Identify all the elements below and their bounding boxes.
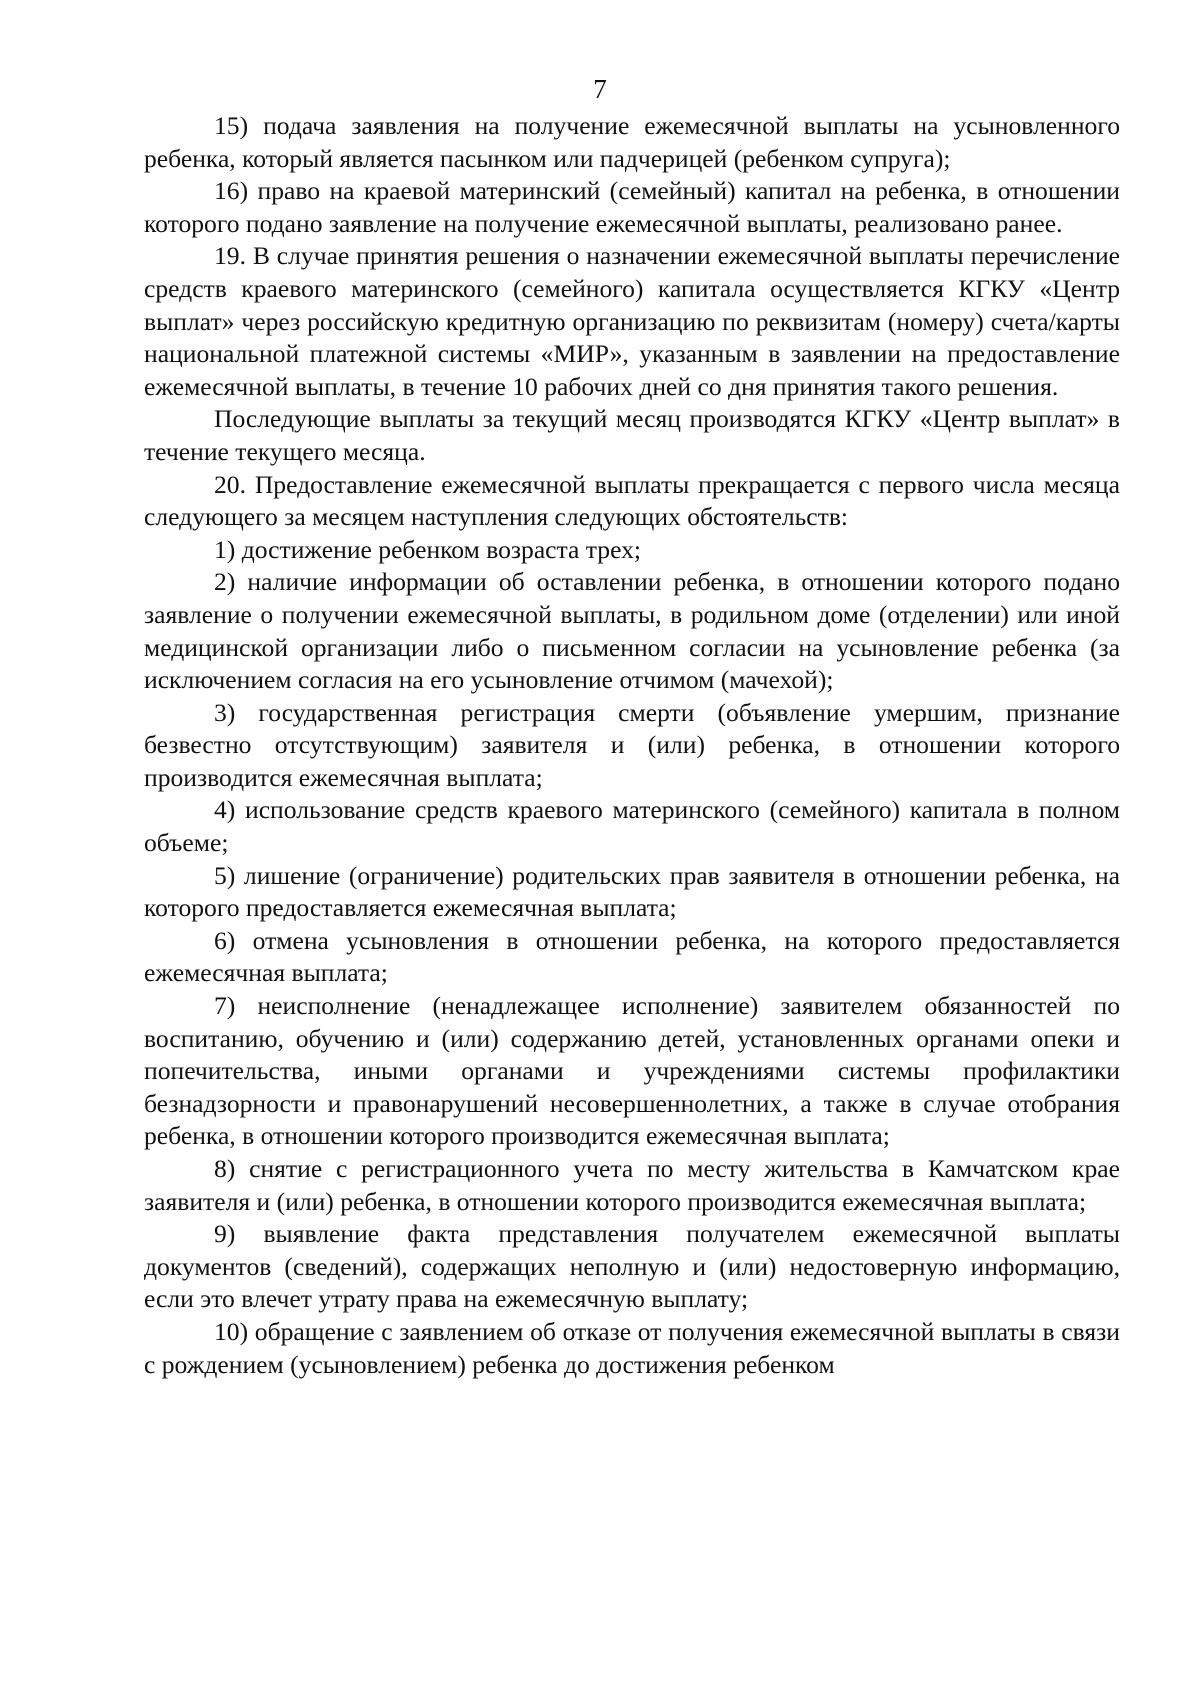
paragraph-item-15: 15) подача заявления на получение ежемесячной выплаты на усыновленного ребенка, который является пасынком или падчерицей (ребенком супруга);: [144, 111, 1120, 173]
paragraph-item-8: 8) снятие с регистрационного учета по месту жительства в Камчатском крае заявителя и (или) ребенка, в отношении которого производится ежемесячная выплата;: [144, 1154, 1120, 1216]
paragraph-item-10: 10) обращение с заявлением об отказе от получения ежемесячной выплаты в связи с рождением (усыновлением) ребенка до достижения ребенком: [144, 1316, 1120, 1379]
paragraph-item-9: 9) выявление факта представления получателем ежемесячной выплаты документов (сведений), содержащих неполную и (или) недостоверную информацию, если это влечет утрату права на ежемесячную выплату;: [144, 1219, 1120, 1314]
document-body: [144, 110, 1120, 1381]
paragraph-item-3: 3) государственная регистрация смерти (объявление умершим, признание безвестно отсутствующим) заявителя и (или) ребенка, в отношении которого производится ежемесячная выплата;: [144, 697, 1120, 792]
page-number: 7: [593, 74, 607, 104]
paragraph-clause-19: 19. В случае принятия решения о назначении ежемесячной выплаты перечисление средств краевого материнского (семейного) капитала осуществляется КГКУ «Центр выплат» через российскую кредитную организацию по реквизитам (номеру) счета/карты национальной платежной системы «МИР», указанным в заявлении на предоставление ежемесячной выплаты, в течение 10 рабочих дней со дня принятия такого решения.: [144, 241, 1120, 401]
paragraph-clause-20: 20. Предоставление ежемесячной выплаты прекращается с первого числа месяца следующего за месяцем наступления следующих обстоятельств:: [144, 469, 1120, 532]
paragraph-item-2: 2) наличие информации об оставлении ребенка, в отношении которого подано заявление о получении ежемесячной выплаты, в родильном доме (отделении) или иной медицинской организации либо о письменном согласии на усыновление ребенка (за исключением согласия на его усыновление отчимом (мачехой);: [144, 567, 1120, 695]
paragraph-item-7: 7) неисполнение (ненадлежащее исполнение) заявителем обязанностей по воспитанию, обучению и (или) содержанию детей, установленных органами опеки и попечительства, иными органами и учреждениями системы профилактики безнадзорности и правонарушений несовершеннолетних, а также в случае отобрания ребенка, в отношении которого производится ежемесячная выплата;: [144, 991, 1120, 1151]
paragraph-item-5: 5) лишение (ограничение) родительских прав заявителя в отношении ребенка, на которого предоставляется ежемесячная выплата;: [144, 860, 1120, 923]
paragraph-item-4: 4) использование средств краевого материнского (семейного) капитала в полном объеме;: [144, 795, 1120, 858]
paragraph-item-16: 16) право на краевой материнский (семейный) капитал на ребенка, в отношении которого подано заявление на получение ежемесячной выплаты, реализовано ранее.: [144, 176, 1120, 238]
paragraph-subsequent-payments: Последующие выплаты за текущий месяц производятся КГКУ «Центр выплат» в течение текущего месяца.: [144, 404, 1120, 466]
paragraph-item-6: 6) отмена усыновления в отношении ребенка, на которого предоставляется ежемесячная выплата;: [144, 925, 1120, 988]
paragraph-item-1: 1) достижение ребенком возраста трех;: [214, 534, 642, 564]
